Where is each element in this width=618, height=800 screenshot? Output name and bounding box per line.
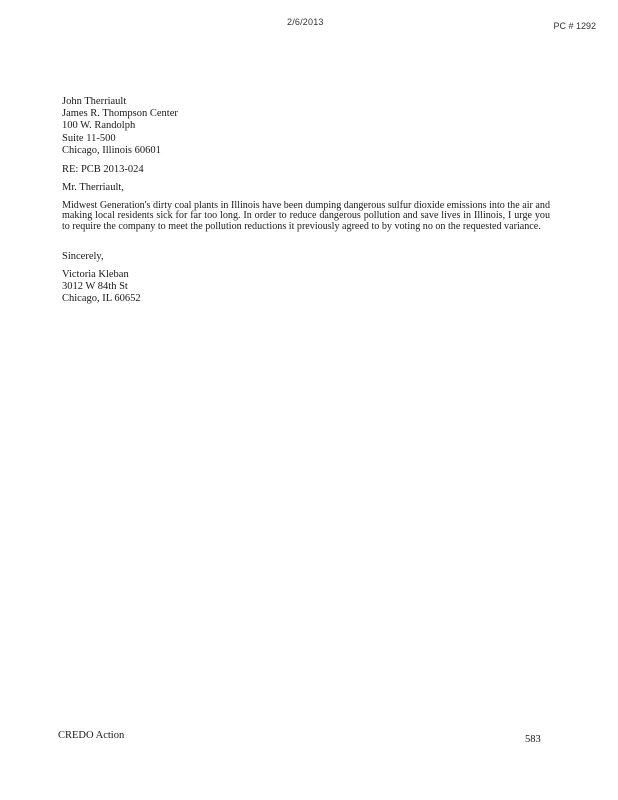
sender-city: Chicago, IL 60652 — [62, 293, 141, 305]
sender-block — [62, 269, 141, 306]
closing: Sincerely, — [62, 251, 104, 262]
re-line: RE: PCB 2013-024 — [62, 164, 144, 175]
letter-body: Midwest Generation's dirty coal plants in Illinois have been dumping dangerous sulfur dioxide emissions into the air and making local residents sick for far too long. In order to reduce dangerous pollution and save lives in Illinois, I urge you to require the company to meet the pollution reductions it previously agreed to by voting no on the requested variance. — [62, 200, 550, 232]
recipient-suite: Suite 11-500 — [62, 132, 116, 144]
header-pc-number: PC # 1292 — [553, 21, 596, 31]
footer-organization: CREDO Action — [58, 730, 125, 741]
sender-street: 3012 W 84th St — [62, 281, 128, 293]
recipient-city: Chicago, Illinois 60601 — [62, 144, 161, 156]
recipient-address — [62, 96, 178, 157]
recipient-name: John Therriault — [62, 96, 127, 107]
sender-name: Victoria Kleban — [62, 269, 129, 280]
footer-page-number: 583 — [525, 734, 541, 745]
recipient-street: 100 W. Randolph — [62, 120, 136, 132]
recipient-building: James R. Thompson Center — [62, 108, 178, 120]
salutation: Mr. Therriault, — [62, 182, 124, 193]
header-date: 2/6/2013 — [287, 17, 324, 27]
